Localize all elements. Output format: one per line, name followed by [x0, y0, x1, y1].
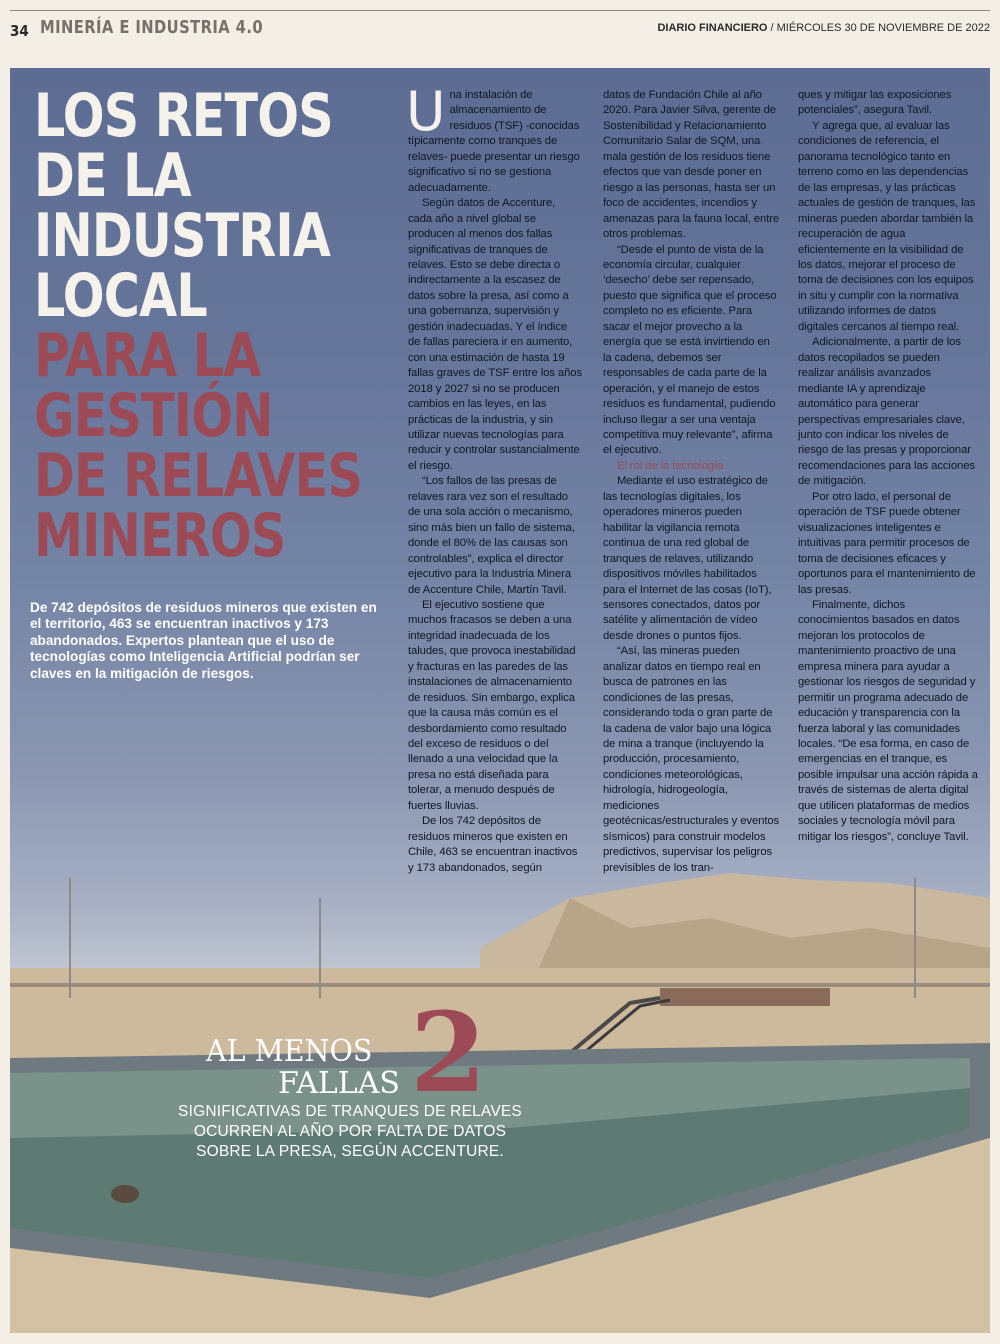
paragraph: De los 742 depósitos de residuos mineros que existen en Chile, 463 se encuentran inactivos y 173 abandonados, según: [408, 815, 578, 874]
lead-paragraph: De 742 depósitos de residuos mineros que existen en el territorio, 463 se encuentran inactivos y 173 abandonados. Expertos plantean que el uso de tecnologías como Inteligencia Artificial podrían ser claves en la mitigación de riesgos.: [30, 600, 377, 681]
paragraph: Por otro lado, el personal de operación de TSF puede obtener visualizaciones inteligentes e intuitivas para permitir procesos de toma de decisiones eficaces y oportunos para el mantenimiento de las presas.: [798, 490, 976, 596]
paragraph: Adicionalmente, a partir de los datos recopilados se pueden realizar análisis avanzados mediante IA y aprendizaje automático para generar perspectivas empresariales clave, junto con indicar los niveles de riesgo de las presas y proporcionar recomendaciones para las acciones de mitigación.: [798, 336, 975, 488]
issue-date: / MIÉRCOLES 30 DE NOVIEMBRE DE 2022: [767, 22, 990, 34]
paragraph: “Así, las mineras pueden analizar datos en tiempo real en busca de patrones en las condiciones de las presas, considerando toda o gran parte de la cadena de valor bajo una lógica de mina a tranque (incluyendo la producción, procesamiento, condiciones meteorológicas, hidrología, hidrogeología, mediciones geotécnicas/estructurales y eventos sísmicos) para construir modelos predictivos, supervisar los peligros previsibles de los tran-: [603, 645, 780, 874]
paragraph: “Desde el punto de vista de la economía circular, cualquier ‘desecho’ debe ser repensado, puesto que significa que el proceso completo no es eficiente. Para sacar el mejor provecho a la energía que se está invirtiendo en la cadena, debemos ser responsables de cada parte de la operación, y el manejo de estos residuos es fundamental, pudiendo incluso llegar a ser una ventaja competitiva muy relevante”, afirma el ejecutivo.: [603, 243, 777, 457]
stat-number: 2: [410, 988, 487, 1117]
paragraph: Y agrega que, al evaluar las condiciones de referencia, el panorama tecnológico tanto en terreno como en las dependencias de las empresas, y las prácticas actuales de gestión de tranques, las mineras pueden abordar también la recuperación de agua eficientemente en la visibilidad de los datos, mejorar el proceso de toma de decisiones con los equipos in situ y cumplir con la normativa utilizando informes de datos digitales cercanos al tiempo real.: [798, 119, 976, 333]
headline: [34, 81, 363, 571]
fence: [10, 983, 990, 987]
headline-line-accent: DE RELAVES: [34, 441, 363, 511]
section-name: MINERÍA E INDUSTRIA 4.0: [40, 17, 264, 38]
body-column-1: [406, 80, 582, 876]
paragraph-text: na instalación de almacenamiento de residuos (TSF) -conocidas típicamente como tranques de relaves- puede presentar un riesgo significativo si no se gestiona adecuadamente.: [408, 89, 580, 194]
headline-line: INDUSTRIA: [34, 201, 331, 271]
headline-line: DE LA: [34, 141, 191, 211]
drop-cap: U: [406, 80, 446, 143]
stat-caption: SIGNIFICATIVAS DE TRANQUES DE RELAVES OCURREN AL AÑO POR FALTA DE DATOS SOBRE LA PRESA, SEGÚN ACCENTURE.: [178, 1103, 522, 1160]
header-rule: [10, 10, 990, 11]
headline-line-accent: MINEROS: [34, 501, 286, 571]
subheading: El rol de la tecnología: [617, 459, 724, 472]
page-header: [0, 0, 1000, 66]
pipe-outlet: [111, 1185, 139, 1203]
headline-line-accent: GESTIÓN: [34, 381, 273, 451]
paragraph: “Los fallos de las presas de relaves rara vez son el resultado de una sola acción o mecanismo, sino más bien un fallo de sistema, donde el 80% de las causas son controlables”, explica el director ejecutivo para la Industria Minera de Accenture Chile, Martín Tavil.: [408, 475, 575, 596]
publication-info: [657, 22, 990, 34]
body-column-2: [603, 88, 781, 876]
body-column-3: [798, 88, 978, 845]
paragraph: Mediante el uso estratégico de las tecnologías digitales, los operadores mineros pueden habilitar la vigilancia remota continua de una red global de tranques de relaves, utilizando dispositivos móviles habilitados para el Internet de las cosas (IoT), sensores conectados, datos por satélite y alimentación de vídeo desde drones o puntos fijos.: [603, 475, 772, 642]
stat-label-unit: FALLAS: [278, 1066, 400, 1101]
paragraph: ques y mitigar las exposiciones potenciales”, asegura Tavil.: [798, 89, 952, 117]
paragraph: datos de Fundación Chile al año 2020. Para Javier Silva, gerente de Sostenibilidad y Relacionamiento Comunitario Salar de SQM, una mala gestión de los residuos tiene efectos que van desde poner en riesgo a las personas, hasta ser un foco de accidentes, incendios y amenazas para la fauna local, entre otros problemas.: [603, 89, 780, 241]
article-hero: [10, 68, 990, 1333]
paper-name: DIARIO FINANCIERO: [657, 22, 768, 34]
paragraph: Finalmente, dichos conocimientos basados en datos mejoran los protocolos de mantenimiento proactivo de una empresa minera para ayudar a gestionar los riesgos de seguridad y permitir un programa adecuado de educación y transparencia con la fuerza laboral y las comunidades locales. “De esa forma, en caso de emergencias en el tranque, es posible impulsar una acción rápida a través de sistemas de alerta digital que utilicen plataformas de medios sociales y tecnología móvil para mitigar los riesgos”, concluye Tavil.: [798, 598, 978, 843]
paragraph: [406, 80, 582, 196]
headline-line-accent: PARA LA: [34, 321, 261, 391]
headline-line: LOCAL: [34, 261, 207, 331]
pump-station: [660, 988, 830, 1006]
headline-line: LOS RETOS: [34, 81, 333, 151]
paragraph: El ejecutivo sostiene que muchos fracasos se deben a una integridad inadecuada de los taludes, que provoca inestabilidad y fracturas en las paredes de las instalaciones de almacenamiento de residuos. Sin embargo, explica que la causa más común es el desbordamiento como resultado del exceso de residuos o del llenado a una velocidad que la presa no está diseñada para tolerar, a menudo después de fuertes lluvias.: [408, 598, 576, 812]
stat-label-top: AL MENOS: [206, 1034, 373, 1069]
page-number: 34: [10, 22, 29, 40]
paragraph: Según datos de Accenture, cada año a nivel global se producen al menos dos fallas significativas de tranques de relaves. Esto se debe directa o indirectamente a la escasez de datos sobre la presa, así como a una gobernanza, supervisión y gestión inadecuadas. Y el índice de fallas pareciera ir en aumento, con una estimación de hasta 19 fallas graves de TSF entre los años 2018 y 2027 si no se producen cambios en las leyes, en las prácticas de la industria, y sin utilizar nuevas tecnologías para reducir y controlar sustancialmente el riesgo.: [408, 197, 582, 472]
